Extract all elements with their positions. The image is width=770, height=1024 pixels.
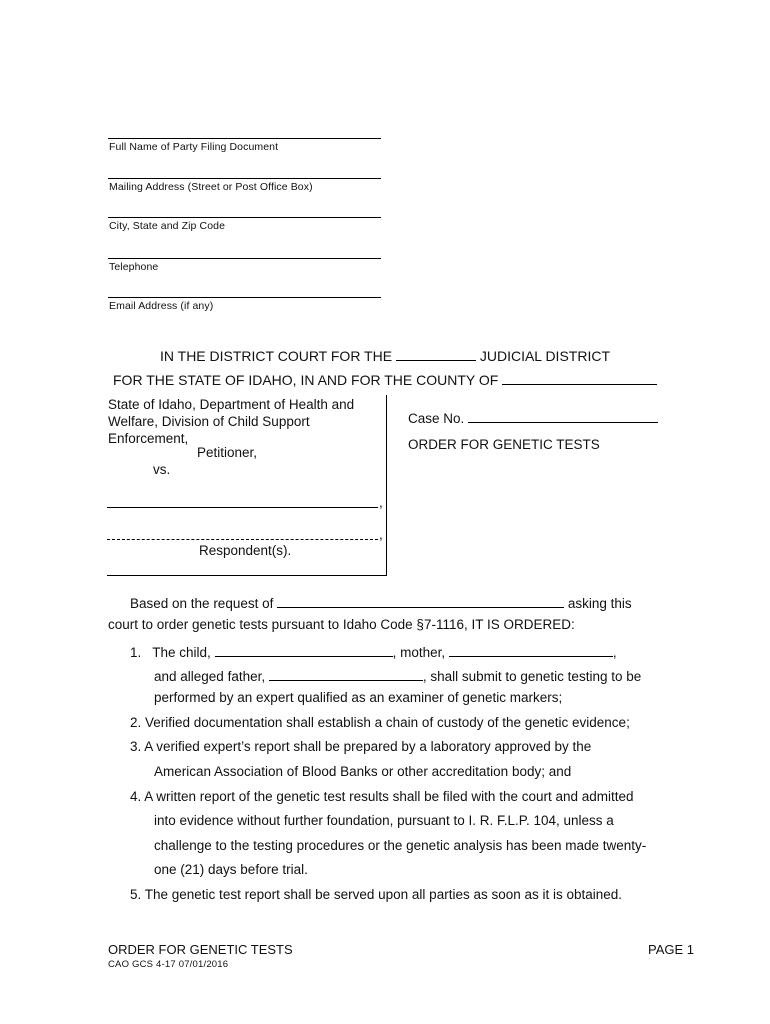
mailing-address-label: Mailing Address (Street or Post Office Box) [109,181,313,193]
county-blank[interactable] [502,370,657,385]
telephone-line[interactable] [108,258,381,259]
city-state-zip-label: City, State and Zip Code [109,220,226,232]
item-1-mother-text: , mother, [392,645,446,660]
footer-title: ORDER FOR GENETIC TESTS [108,942,293,957]
intro-line-1 [130,593,632,611]
item-3-line-1: 3. A verified expert’s report shall be prepared by a laboratory approved by the [130,739,592,754]
requester-blank[interactable] [277,593,564,608]
filer-name-label: Full Name of Party Filing Document [109,141,279,153]
respondent-blank-1[interactable] [107,507,378,508]
court-heading-post: JUDICIAL DISTRICT [479,348,610,364]
judicial-district-blank[interactable] [396,346,476,361]
caption-left [108,396,354,447]
intro-line-2: court to order genetic tests pursuant to Idaho Code §7-1116, IT IS ORDERED: [108,617,575,632]
petitioner-line-2: Welfare, Division of Child Support [108,414,310,429]
court-heading-line-2 [113,370,657,388]
email-line[interactable] [108,297,381,298]
item-1-line-3: performed by an expert qualified as an examiner of genetic markers; [154,690,563,705]
respondent-comma-2: , [379,527,383,542]
caption-bottom-rule [107,575,387,576]
court-heading-line-1 [160,346,610,364]
child-name-blank[interactable] [215,642,393,657]
city-state-zip-line[interactable] [108,217,381,218]
item-4-line-2: into evidence without further foundation, pursuant to I. R. F.L.P. 104, unless a [154,813,614,828]
item-1-line-1: 1. The child, , mother, , [130,642,617,660]
item-4-line-4: one (21) days before trial. [154,862,308,877]
case-number-label: Case No. [408,411,465,426]
footer-form-code: CAO GCS 4-17 07/01/2016 [108,959,229,970]
item-4-line-3: challenge to the testing procedures or the genetic analysis has been made twenty- [154,838,647,853]
county-heading-pre: FOR THE STATE OF IDAHO, IN AND FOR THE COUNTY OF [113,372,499,388]
email-label: Email Address (if any) [109,300,214,312]
respondent-blank-2[interactable] [107,539,378,540]
telephone-label: Telephone [109,261,159,273]
caption-vertical-rule [386,395,387,576]
petitioner-line-1: State of Idaho, Department of Health and [108,397,355,412]
intro-post: asking this [567,596,632,611]
item-4-line-1: 4. A written report of the genetic test results shall be filed with the court and admitted [130,789,634,804]
footer-page-number: PAGE 1 [648,942,695,957]
intro-pre: Based on the request of [130,596,274,611]
mother-name-blank[interactable] [449,642,613,657]
item-5: 5. The genetic test report shall be served upon all parties as soon as it is obtained. [130,887,623,902]
case-number-row [408,408,658,426]
father-name-blank[interactable] [269,666,423,681]
respondent-comma-1: , [379,495,383,510]
item-1-submit-text: , shall submit to genetic testing to be [422,669,642,684]
vs-label: vs. [153,462,171,477]
item-1-father-text: and alleged father, [154,669,266,684]
petitioner-label: Petitioner, [197,445,258,460]
court-heading-pre: IN THE DISTRICT COURT FOR THE [160,348,393,364]
case-number-blank[interactable] [468,408,658,423]
item-1-child-text: The child, [152,645,211,660]
item-3-line-2: American Association of Blood Banks or other accreditation body; and [154,764,572,779]
petitioner-line-3: Enforcement, [108,431,189,446]
item-1-line-2 [154,666,641,684]
item-1-number: 1. [130,645,142,660]
filer-name-line[interactable] [108,138,381,139]
respondent-label: Respondent(s). [199,543,292,558]
item-2: 2. Verified documentation shall establish a chain of custody of the genetic evidence; [130,715,630,730]
mailing-address-line[interactable] [108,178,381,179]
document-title: ORDER FOR GENETIC TESTS [408,437,600,452]
